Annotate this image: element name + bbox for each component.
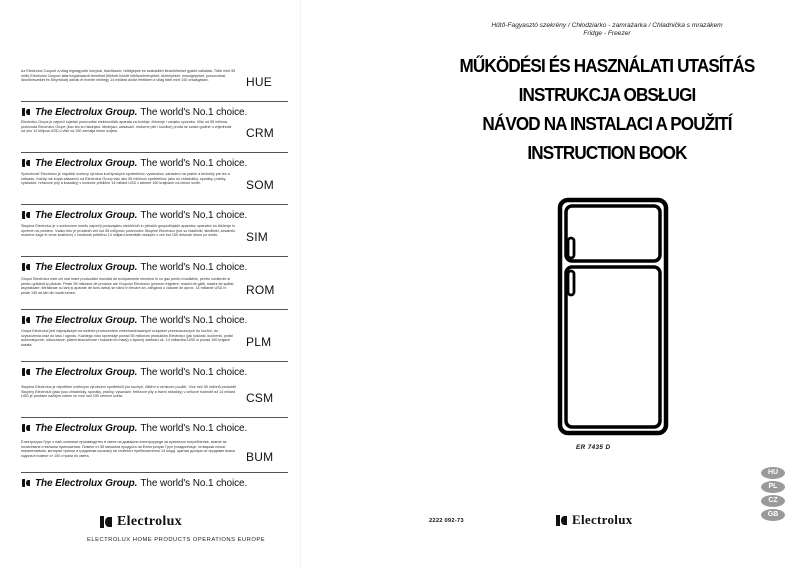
product-description — [400, 22, 808, 38]
divider — [21, 309, 288, 310]
fridge-door — [566, 267, 660, 427]
tagline-bold: The Electrolux Group. — [35, 477, 138, 489]
group-tagline — [21, 366, 288, 378]
language-code: CRM — [246, 126, 274, 140]
tagline-bold: The Electrolux Group. — [35, 209, 138, 221]
page-gutter — [300, 0, 301, 568]
language-badges — [761, 467, 787, 523]
tagline-bold: The Electrolux Group. — [35, 157, 138, 169]
section-text: Az Electrolux Csoport a világ legnagyobb konyhai, tisztítószer, hűtőgépek és szabadtéri készülékeket gyártó vállalata. Több mint 55 millió Electrolux Csoport által forgalmazott terméket (többek között hűtőszekrényeket, tűzhelyeket, mosógépeket, porszívókat, láncfűrészeket és fűnyírókat) adnak el évente mintegy 14 milliárd dollár értékben a világ több mint 150 országában. — [21, 69, 236, 82]
divider — [21, 417, 288, 418]
language-code: CSM — [246, 391, 274, 405]
electrolux-logo-icon — [21, 158, 31, 168]
language-code: ROM — [246, 283, 275, 297]
section-text: Skupina Electrolux je největším světovým výrobcem spotřebičů pro kuchyň, čištění a venkovní použití. Více než 55 miliónů produktů Skupiny Electrolux (jako jsou chladničky, sporáky, pračky, vysavače, řetězové pily a travní sekačky) v celkové hodnotě až 14 miliard USD je prodáno každým rokem ve více než 150 zemích světa. — [21, 385, 236, 398]
electrolux-logo-icon — [21, 367, 31, 377]
electrolux-logo-icon — [555, 514, 568, 527]
divider — [21, 152, 288, 153]
group-tagline — [21, 477, 288, 489]
electrolux-logo — [555, 512, 633, 528]
freezer-handle — [568, 238, 574, 258]
electrolux-logo-icon — [21, 262, 31, 272]
section-text: Skupina Electrolux je v svetovnem merilu največji proizvajalec električnih in plinskih gospodinjskih aparatov, aparatov za čiščenje in opreme na prostem. Vsako leto je prodanih več kot 55 milijonov proizvodov Skupine Electrolux (kot so hladilniki, štedilniki, sesalniki, motorne žage in vrtne kosilnice) v vrednosti približno 14 milijard ameriških dolarjev v več kot 150 državah širom po svetu. — [21, 224, 236, 237]
tagline-plain: The world's No.1 choice. — [140, 261, 248, 273]
language-code: SOM — [246, 178, 274, 192]
section-text: Spoločnosť Electrolux je najväčší svetový výrobca kuchynských spotrebičov, vysávačov, zariadení na pranie a techniky pre les a záhradu. Každý rok kúpia zákazníci od Electrolux Group viac ako 55 miliónov spotrebičov (ako sú chladničky, sporáky, práčky, vysávače, reťazové píly a kosačky) v hodnote približne 14 miliárd USD v takmer 150 krajinách na celom svete. — [21, 172, 230, 185]
tagline-plain: The world's No.1 choice. — [140, 314, 248, 326]
section-text: Grupa Electrolux jest największym na świecie producentem zmechanizowanych urządzeń przeznaczonych do kuchni, do czyszczenia oraz do lasu i ogrodu. Każdego roku sprzedaje ponad 55 milionów produktów Electrolux (jak lodówki, kuchenki, pralki automatyczne, odkurzacze, piłami łańcuchowe i kosiarki do trawy) o łącznej wartości ok. 14 miliardów USD w ponad 150 krajach świata. — [21, 329, 233, 347]
product-description-line: Fridge - Freezer — [583, 30, 631, 37]
tagline-plain: The world's No.1 choice. — [140, 422, 248, 434]
tagline-bold: The Electrolux Group. — [35, 422, 138, 434]
group-tagline — [21, 261, 288, 273]
tagline-bold: The Electrolux Group. — [35, 366, 138, 378]
language-code: SIM — [246, 230, 268, 244]
language-code: HUE — [246, 75, 272, 89]
electrolux-logo-icon — [21, 107, 31, 117]
language-badge-cz: CZ — [761, 495, 785, 507]
model-number: ER 7435 D — [576, 444, 611, 451]
electrolux-logo-icon — [21, 210, 31, 220]
electrolux-logo-icon — [21, 315, 31, 325]
freezer-door — [566, 206, 660, 261]
title-polish: INSTRUKCJA OBSŁUGI — [518, 85, 696, 105]
tagline-plain: The world's No.1 choice. — [140, 157, 248, 169]
title-hungarian: MŰKÖDÉSI ÉS HASZNÁLATI UTASÍTÁS — [459, 56, 755, 76]
divider — [21, 204, 288, 205]
group-tagline — [21, 209, 288, 221]
language-badge-hu: HU — [761, 467, 785, 479]
brand-name: Electrolux — [117, 514, 182, 529]
electrolux-logo — [99, 514, 182, 530]
tagline-plain: The world's No.1 choice. — [140, 209, 248, 221]
fridge-handle — [568, 271, 574, 295]
product-description-line: Hűtő-Fagyasztó szekrény / Chłodziarko - zamrażarka / Chladnička s mrazákem — [491, 22, 723, 29]
electrolux-logo-icon — [99, 515, 113, 529]
group-tagline — [21, 157, 288, 169]
group-tagline — [21, 314, 288, 326]
group-tagline — [21, 422, 288, 434]
title-czech: NÁVOD NA INSTALACI A POUŽITÍ — [482, 114, 732, 134]
document-number: 2222 092-73 — [429, 518, 464, 524]
section-text: Grupul Electrolux este cel mai mare producător mondial de echipamente electrice în cu gaz pentru bucătărie, pentru curățenie și pentru grădină și pădure. Peste 55 milioane de produse ale Grupului Electrolux (precum frigidere, mașini de gătit, mașini de spălat, aspiratoare, fierăstraie cu lanț și aparate de tuns iarba) se vând în fiecare an, atingând o valoare de aprox. 14 miliarde USD în peste 150 de țări din toată lumea. — [21, 277, 235, 295]
electrolux-logo-icon — [21, 423, 31, 433]
tagline-bold: The Electrolux Group. — [35, 261, 138, 273]
tagline-plain: The world's No.1 choice. — [140, 366, 248, 378]
right-page — [400, 0, 808, 568]
brand-name: Electrolux — [572, 512, 633, 527]
group-tagline — [21, 106, 288, 118]
language-badge-pl: PL — [761, 481, 785, 493]
tagline-bold: The Electrolux Group. — [35, 106, 138, 118]
title-english: INSTRUCTION BOOK — [527, 143, 687, 163]
tagline-bold: The Electrolux Group. — [35, 314, 138, 326]
section-text: Electrolux Grupa je najveći svjetski proizvođač elektroničkih aparata za kuhinje, čišćenje i vanjsku uporabu. Više od 55 miliona proizvoda Electrolux Grupe (kao što su hladnjaci, štednjaci, usisavači, motorne pile i kosilice) proda se svake godine u vrijednosti od oko 14 bilijona USD u više od 150 zemalja širom svijeta. — [21, 120, 232, 133]
section-text: Електролукс Груп е най-големият производител в света на домашни електроуреди за кухненско потребление, миене за почистване и външни приложения. Повече от 55 милиона продукта на Електролукс Груп (хладилници, готварски печки, пералноземни, моторни триони и градински косачки) на стойност приблизително 14 млрд. щатски долара се продават всяка година в повече от 150 страни по света. — [21, 440, 235, 458]
tagline-plain: The world's No.1 choice. — [140, 477, 248, 489]
divider — [21, 472, 288, 473]
divider — [21, 101, 288, 102]
language-badge-gb: GB — [761, 509, 785, 521]
divider — [21, 256, 288, 257]
operations-label: ELECTROLUX HOME PRODUCTS OPERATIONS EUROPE — [87, 537, 266, 543]
language-code: PLM — [246, 335, 272, 349]
fridge-body — [560, 200, 666, 433]
divider — [21, 361, 288, 362]
language-code: BUM — [246, 450, 274, 464]
manual-titles — [400, 52, 808, 168]
fridge-freezer-illustration — [554, 194, 672, 439]
left-page — [0, 0, 300, 568]
tagline-plain: The world's No.1 choice. — [140, 106, 248, 118]
electrolux-logo-icon — [21, 478, 31, 488]
